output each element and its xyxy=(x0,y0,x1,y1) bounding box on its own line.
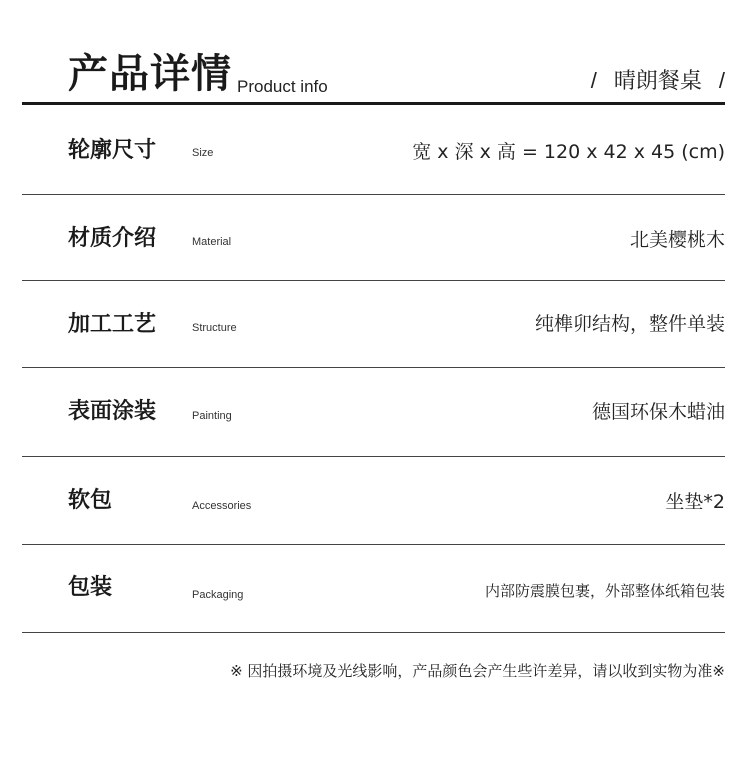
row-divider xyxy=(22,280,725,281)
spec-label-en: Painting xyxy=(192,410,232,422)
spec-label-en: Size xyxy=(192,147,214,159)
product-name: 晴朗餐桌 xyxy=(613,69,702,94)
row-divider xyxy=(22,544,725,545)
spec-value: 内部防震膜包裹，外部整体纸箱包装 xyxy=(484,582,725,600)
page-header xyxy=(0,0,750,106)
spec-label: 软包 xyxy=(68,487,113,513)
page-subtitle: Product info xyxy=(237,77,328,96)
spec-label-en: Packaging xyxy=(192,589,244,601)
spec-value: 宽 x 深 x 高 = 120 x 42 x 45 (cm) xyxy=(412,141,725,163)
spec-label-en: Material xyxy=(192,236,232,248)
spec-label: 材质介绍 xyxy=(68,225,157,251)
row-divider xyxy=(22,367,725,368)
spec-value: 纯榫卯结构，整件单装 xyxy=(534,313,725,335)
spec-label: 表面涂装 xyxy=(68,398,157,424)
header-divider xyxy=(22,102,725,105)
spec-label-en: Accessories xyxy=(192,500,252,512)
page-title: 产品详情 xyxy=(68,50,232,97)
spec-value: 坐垫*2 xyxy=(665,491,725,513)
row-divider xyxy=(22,632,725,633)
spec-label: 包装 xyxy=(68,574,113,600)
disclaimer-note: ※ 因拍摄环境及光线影响，产品颜色会产生些许差异，请以收到实物为准※ xyxy=(230,662,725,680)
spec-value: 德国环保木蜡油 xyxy=(591,401,725,423)
slash-right: / xyxy=(718,68,725,93)
row-divider xyxy=(22,194,725,195)
spec-label: 加工工艺 xyxy=(68,311,157,337)
product-name-tag xyxy=(591,66,725,97)
spec-value: 北美樱桃木 xyxy=(629,229,725,251)
spec-label: 轮廓尺寸 xyxy=(68,137,157,163)
slash-left: / xyxy=(590,68,597,93)
spec-label-en: Structure xyxy=(192,322,237,334)
row-divider xyxy=(22,456,725,457)
